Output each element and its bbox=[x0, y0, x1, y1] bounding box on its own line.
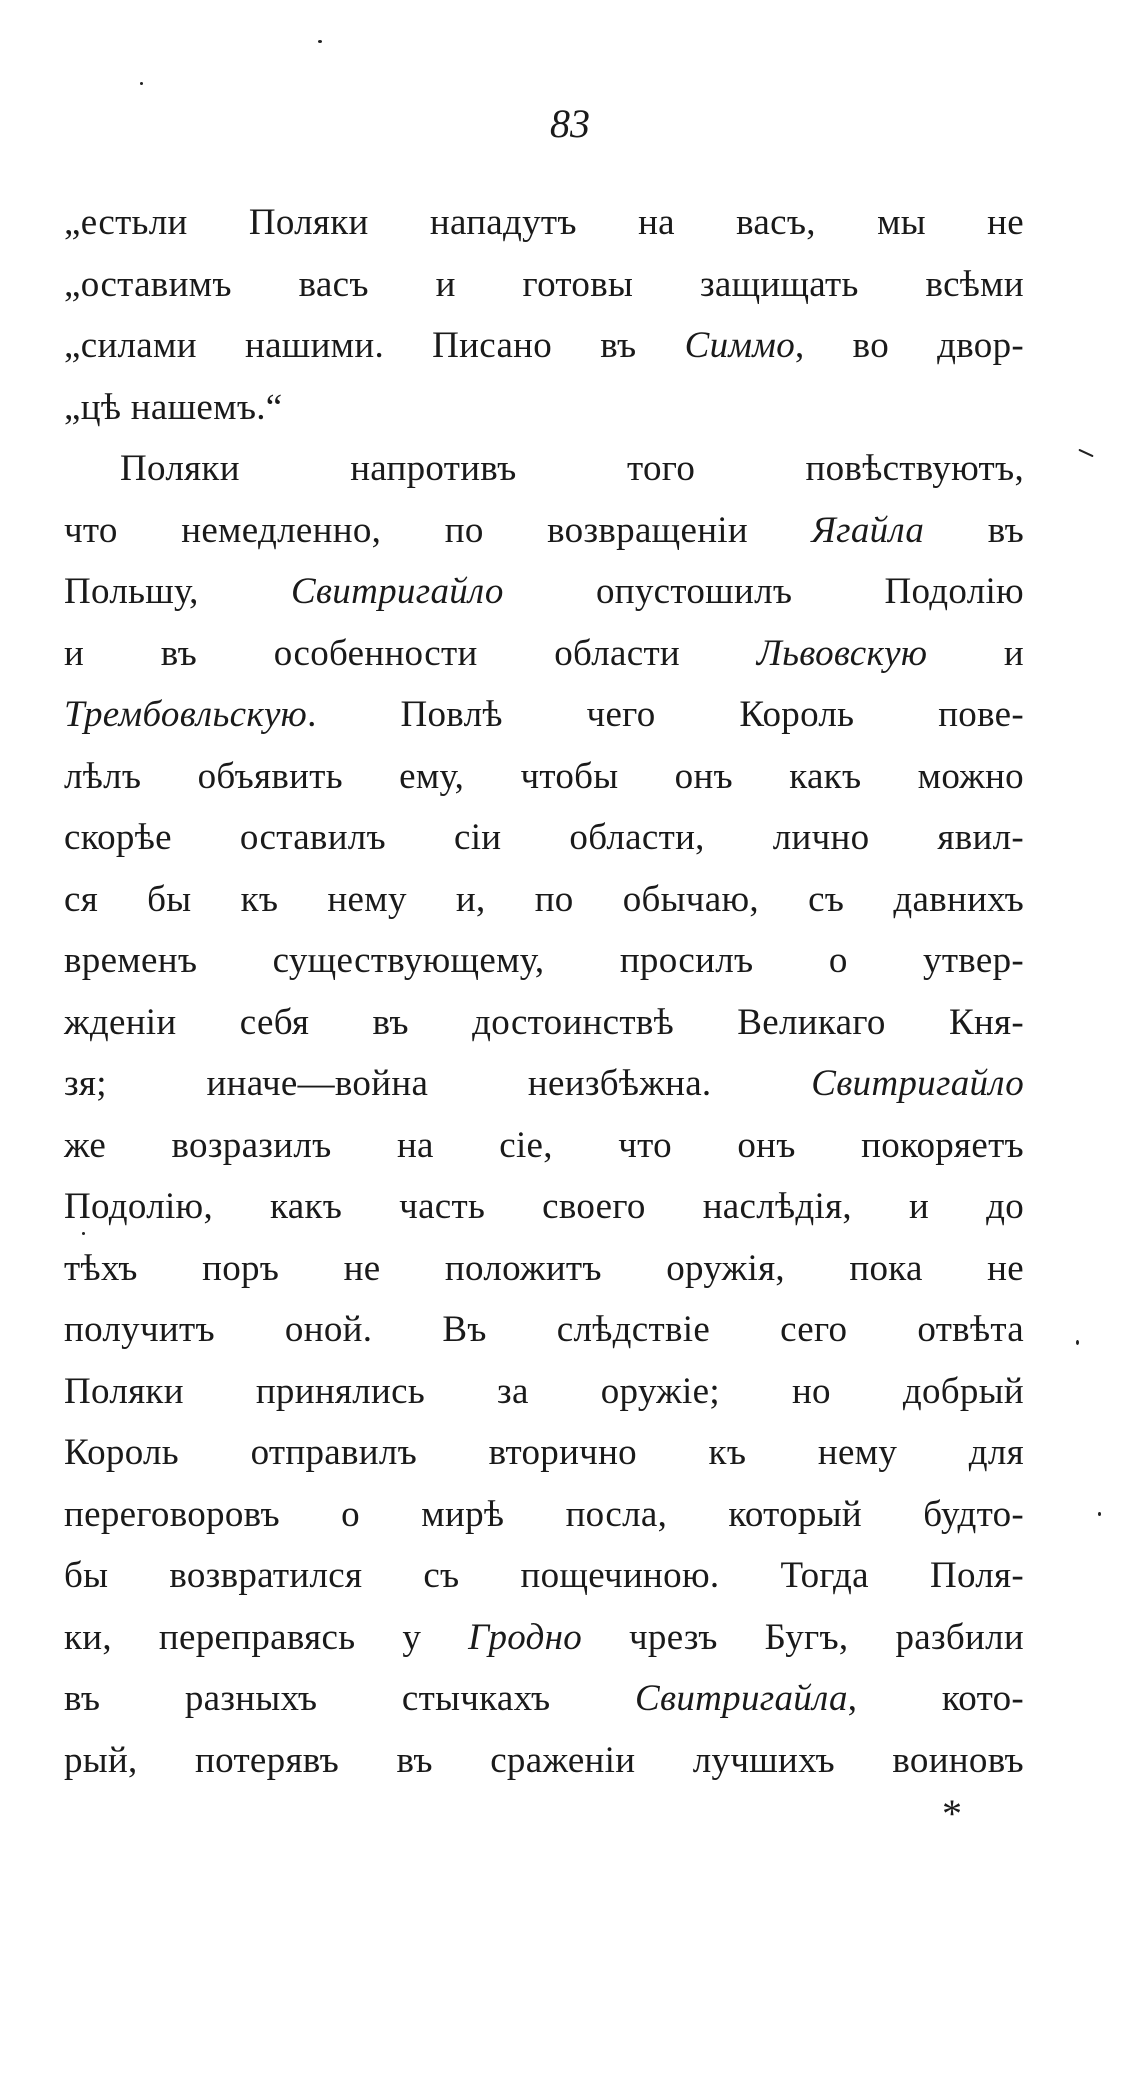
text-line bbox=[64, 500, 1024, 562]
text-run: ся бы къ нему и, по обычаю, съ давнихъ bbox=[64, 878, 1024, 920]
text-run: „естьли Поляки нападутъ на васъ, мы не bbox=[64, 202, 1024, 243]
text-run: же возразилъ на сіе, что онъ покоряетъ bbox=[64, 1124, 1024, 1166]
text-run: „цѣ нашемъ.“ bbox=[64, 386, 283, 428]
text-run: рый, потерявъ въ сраженіи лучшихъ воиновъ bbox=[64, 1739, 1024, 1781]
text-run: жденіи себя въ достоинствѣ Великаго Кня- bbox=[64, 1001, 1024, 1043]
text-line bbox=[64, 1484, 1024, 1546]
text-line bbox=[64, 438, 1024, 500]
text-line bbox=[64, 1176, 1024, 1238]
text-run: зя; иначе—война неизбѣжна. bbox=[64, 1063, 812, 1104]
italic-name: Свитригайла bbox=[635, 1678, 848, 1719]
italic-name: Львовскую bbox=[756, 632, 928, 674]
text-line bbox=[64, 192, 1024, 254]
text-line bbox=[64, 1422, 1024, 1484]
text-line bbox=[64, 1668, 1024, 1730]
text-line bbox=[64, 1545, 1024, 1607]
body-text bbox=[64, 192, 1024, 1791]
text-run: Поляки принялись за оружіе; но добрый bbox=[64, 1370, 1024, 1412]
text-run: „оставимъ васъ и готовы защищать всѣми bbox=[64, 263, 1024, 305]
text-run: чрезъ Бугъ, разбили bbox=[582, 1616, 1024, 1658]
text-run: . Повлѣ чего Король пове- bbox=[307, 694, 1024, 735]
text-line bbox=[64, 623, 1024, 685]
text-line bbox=[64, 992, 1024, 1054]
text-run: Король отправилъ вторично къ нему для bbox=[64, 1432, 1024, 1473]
text-line bbox=[64, 254, 1024, 316]
page-number: 83 bbox=[550, 101, 590, 146]
text-line bbox=[64, 315, 1024, 377]
text-run: что немедленно, по возвращеніи bbox=[64, 509, 812, 551]
italic-name: Трембовльскую bbox=[64, 694, 308, 735]
italic-name: Свитригайло bbox=[811, 1063, 1024, 1104]
italic-name: Гродно bbox=[468, 1616, 583, 1658]
italic-name: Свитригайло bbox=[290, 571, 504, 612]
italic-name: Ягайла bbox=[811, 509, 925, 551]
text-line bbox=[64, 930, 1024, 992]
text-line bbox=[64, 684, 1024, 746]
catchword-asterisk: * bbox=[942, 1791, 962, 1836]
scan-speck bbox=[1076, 1340, 1079, 1345]
text-run: получитъ оной. Въ слѣдствіе сего отвѣта bbox=[64, 1309, 1024, 1350]
scan-speck bbox=[82, 1232, 85, 1235]
text-line bbox=[64, 1730, 1024, 1792]
text-run: скорѣе оставилъ сіи области, лично явил- bbox=[64, 817, 1024, 858]
text-run: , во двор- bbox=[795, 325, 1024, 366]
text-line bbox=[64, 1053, 1024, 1115]
text-run: ки, переправясь у bbox=[64, 1616, 469, 1658]
text-line bbox=[64, 869, 1024, 931]
text-line bbox=[64, 1238, 1024, 1300]
text-run: и bbox=[927, 632, 1025, 674]
text-run: лѣлъ объявить ему, чтобы онъ какъ можно bbox=[64, 755, 1024, 797]
text-line bbox=[64, 807, 1024, 869]
scan-speck bbox=[1078, 449, 1093, 458]
text-line bbox=[64, 1115, 1024, 1177]
text-run: , кото- bbox=[847, 1678, 1024, 1719]
text-run: Подолію, какъ часть своего наслѣдія, и до bbox=[64, 1186, 1024, 1227]
scan-speck bbox=[1098, 1512, 1101, 1516]
text-run: Поляки напротивъ того повѣствуютъ, bbox=[120, 448, 1024, 489]
text-line bbox=[64, 746, 1024, 808]
text-run: въ bbox=[924, 509, 1024, 551]
italic-name: Симмо bbox=[684, 325, 796, 366]
text-run: бы возвратился съ пощечиною. Тогда Поля- bbox=[64, 1555, 1024, 1596]
text-line bbox=[64, 1361, 1024, 1423]
text-line bbox=[64, 1607, 1024, 1669]
text-run: въ разныхъ стычкахъ bbox=[64, 1678, 635, 1719]
text-run: опустошилъ Подолію bbox=[503, 571, 1024, 612]
text-run: „силами нашими. Писано въ bbox=[64, 325, 685, 366]
text-run: тѣхъ поръ не положитъ оружія, пока не bbox=[64, 1247, 1024, 1289]
text-line bbox=[64, 561, 1024, 623]
scan-speck bbox=[318, 40, 322, 43]
text-run: временъ существующему, просилъ о утвер- bbox=[64, 940, 1024, 981]
scan-speck bbox=[140, 82, 143, 85]
text-line bbox=[64, 377, 1024, 439]
text-run: переговоровъ о мирѣ посла, который будто- bbox=[64, 1493, 1024, 1535]
text-run: и въ особенности области bbox=[64, 632, 757, 674]
text-line bbox=[64, 1299, 1024, 1361]
text-run: Польшу, bbox=[64, 571, 291, 612]
